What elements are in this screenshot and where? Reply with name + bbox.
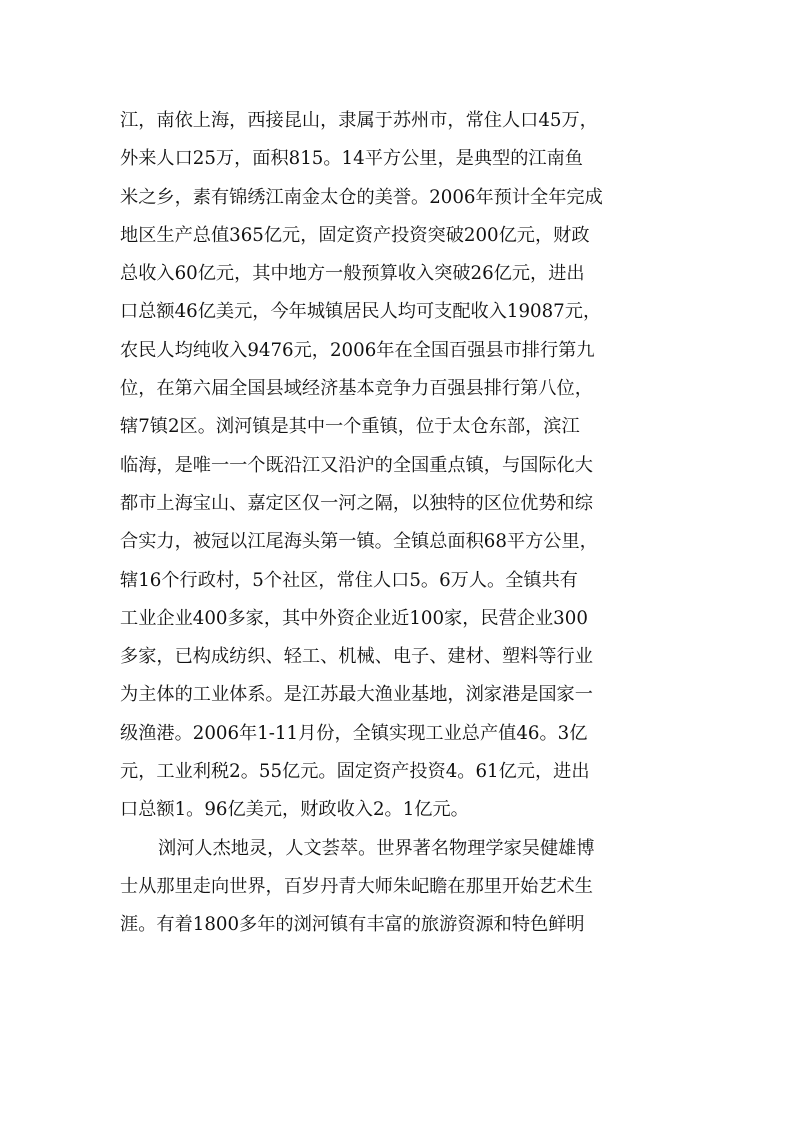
paragraph-line: 级渔港。2006年1-11月份，全镇实现工业总产值46。3亿 [120,722,588,744]
paragraph-line: 临海，是唯一一个既沿江又沿沪的全国重点镇，与国际化大 [120,454,593,476]
paragraph-line: 江，南依上海，西接昆山，隶属于苏州市，常住人口45万， [120,110,598,131]
paragraph-line: 士从那里走向世界，百岁丹青大师朱屺瞻在那里开始艺术生 [120,875,593,897]
paragraph-line: 位，在第六届全国县域经济基本竞争力百强县排行第八位， [120,378,593,400]
paragraph-line: 农民人均纯收入9476元，2006年在全国百强县市排行第九 [120,339,595,361]
paragraph-line: 口总额46亿美元，今年城镇居民人均可支配收入19087元， [120,301,602,323]
paragraph-line: 多家，已构成纺织、轻工、机械、电子、建材、塑料等行业 [120,646,593,668]
paragraph-line: 米之乡，素有锦绣江南金太仓的美誉。2006年预计全年完成 [120,186,603,208]
paragraph-line: 口总额1。96亿美元，财政收入2。1亿元。 [120,799,469,821]
paragraph-line: 浏河人杰地灵，人文荟萃。世界著名物理学家吴健雄博 [158,837,595,859]
paragraph-line: 总收入60亿元，其中地方一般预算收入突破26亿元，进出 [120,263,585,285]
paragraph-line: 为主体的工业体系。是江苏最大渔业基地，浏家港是国家一 [120,684,593,706]
paragraph-line: 辖16个行政村，5个社区，常住人口5。6万人。全镇共有 [120,569,578,591]
paragraph-line: 辖7镇2区。浏河镇是其中一个重镇，位于太仓东部，滨江 [120,416,580,438]
paragraph-line: 地区生产总值365亿元，固定资产投资突破200亿元，财政 [120,224,590,246]
document-body [120,102,676,945]
paragraph-line: 外来人口25万，面积815。14平方公里，是典型的江南鱼 [120,148,583,170]
paragraph-line: 工业企业400多家，其中外资企业近100家，民营企业300 [120,607,588,629]
paragraph-line: 元，工业利税2。55亿元。固定资产投资4。61亿元，进出 [120,761,590,783]
paragraph-2 [120,830,676,945]
paragraph-line: 涯。有着1800多年的浏河镇有丰富的旅游资源和特色鲜明 [120,914,585,936]
paragraph-line: 合实力，被冠以江尾海头第一镇。全镇总面积68平方公里， [120,531,598,553]
paragraph-line: 都市上海宝山、嘉定区仅一河之隔，以独特的区位优势和综 [120,492,593,514]
paragraph-1 [120,102,676,830]
